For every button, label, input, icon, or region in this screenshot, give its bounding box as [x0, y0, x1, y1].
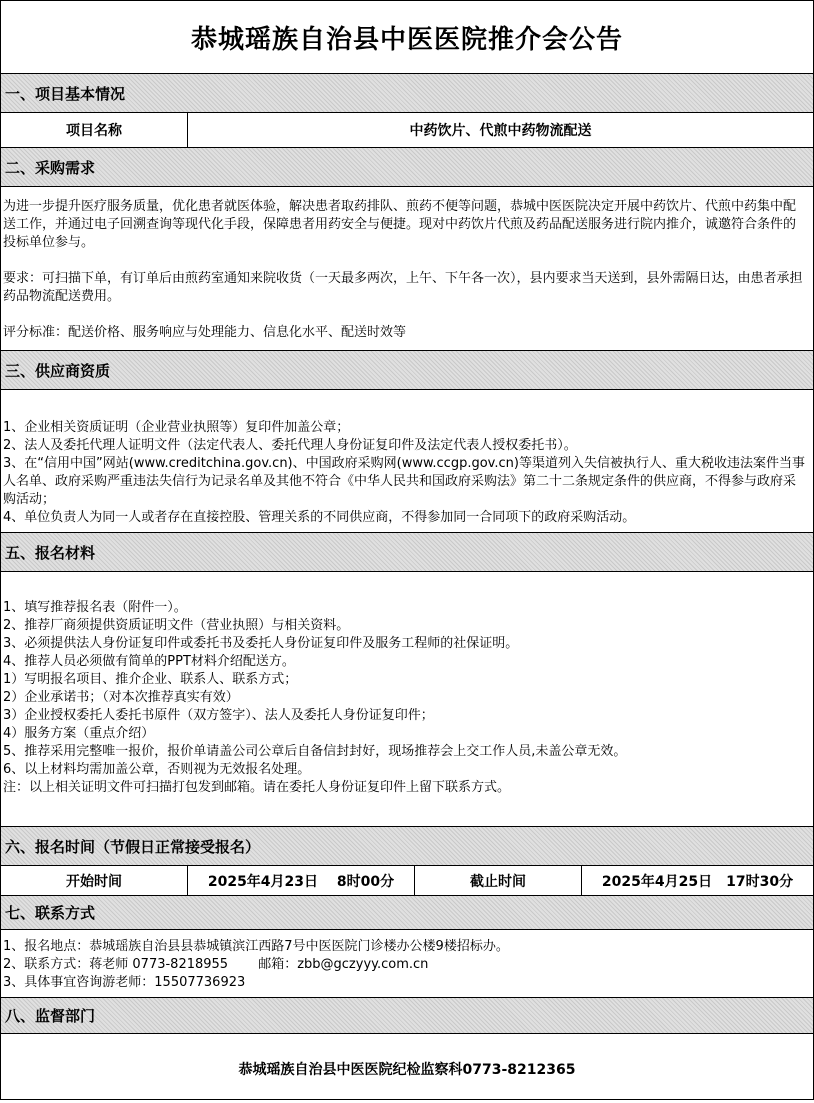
end-time-value: 2025年4月25日 17时30分: [581, 866, 813, 895]
section-header-basic-info: 一、项目基本情况: [1, 74, 813, 113]
list-item: 4）服务方案（重点介绍）: [3, 726, 155, 741]
list-item: 6、以上材料均需加盖公章，否则视为无效报名处理。: [3, 762, 311, 777]
project-name-label: 项目名称: [66, 123, 122, 139]
list-item: 1、填写推荐报名表（附件一）。: [3, 600, 187, 615]
list-item: 3）企业授权委托人委托书原件（双方签字）、法人及委托人身份证复印件；: [3, 708, 434, 723]
section-header-requirements: 二、采购需求: [1, 148, 813, 187]
start-time-label: 开始时间: [66, 873, 122, 890]
project-name-value: 中药饮片、代煎中药物流配送: [187, 113, 813, 147]
document-title: 恭城瑶族自治县中医医院推介会公告: [1, 1, 813, 74]
list-item: 3、必须提供法人身份证复印件或委托书及委托人身份证复印件及服务工程师的社保证明。: [3, 636, 519, 651]
qualifications-list: [1, 390, 813, 533]
section-header-registration-time: 六、报名时间（节假日正常接受报名）: [1, 827, 813, 866]
registration-time-row: [1, 866, 813, 896]
list-item: 2、联系方式：蒋老师 0773-8218955 邮箱：zbb@gczyyy.com.cn: [3, 957, 429, 972]
requirements-paragraph: 为进一步提升医疗服务质量，优化患者就医体验，解决患者取药排队、煎药不便等问题，恭城中医医院决定开展中药饮片、代煎中药集中配送工作，并通过电子回溯查询等现代化手段，保障患者用药安全与便捷。现对中药饮片代煎及药品配送服务进行院内推介，诚邀符合条件的投标单位参与。: [3, 199, 797, 250]
supervision-contact: 恭城瑶族自治县中医医院纪检监察科0773-8212365: [238, 1061, 576, 1078]
list-item: 3、在“信用中国”网站(www.creditchina.gov.cn)、中国政府采购网(www.ccgp.gov.cn)等渠道列入失信被执行人、重大税收违法案件当事人名单、政府采购严重违法失信行为记录名单及其他不符合《中华人民共和国政府采购法》第二十二条规定条件的供应商，不得参与政府采购活动；: [3, 456, 805, 507]
list-item: 5、推荐采用完整唯一报价，报价单请盖公司公章后自备信封封好，现场推荐会上交工作人员,未盖公章无效。: [3, 744, 627, 759]
section-header-supervision: 八、监督部门: [1, 998, 813, 1034]
requirements-text: [1, 187, 813, 351]
list-item: 3、具体事宜咨询游老师：15507736923: [3, 975, 246, 990]
section-header-contact: 七、联系方式: [1, 896, 813, 930]
list-item: 2）企业承诺书；（对本次推荐真实有效）: [3, 690, 239, 705]
list-item: 4、单位负责人为同一人或者存在直接控股、管理关系的不同供应商，不得参加同一合同项下的政府采购活动。: [3, 510, 636, 525]
list-item: 4、推荐人员必须做有简单的PPT材料介绍配送方。: [3, 654, 295, 669]
list-item: 1）写明报名项目、推介企业、联系人、联系方式；: [3, 672, 298, 687]
section-header-materials: 五、报名材料: [1, 533, 813, 572]
list-item: 注：以上相关证明文件可扫描打包发到邮箱。请在委托人身份证复印件上留下联系方式。: [3, 780, 511, 795]
list-item: 2、法人及委托代理人证明文件（法定代表人、委托代理人身份证复印件及法定代表人授权委托书）。: [3, 438, 577, 453]
section-header-qualifications: 三、供应商资质: [1, 351, 813, 390]
start-time-value: 2025年4月23日 8时00分: [187, 866, 414, 895]
contact-list: [1, 930, 813, 998]
end-time-label: 截止时间: [414, 866, 581, 895]
project-name-row: [1, 113, 813, 148]
list-item: 1、企业相关资质证明（企业营业执照等）复印件加盖公章；: [3, 420, 350, 435]
scoring-criteria: 评分标准：配送价格、服务响应与处理能力、信息化水平、配送时效等: [3, 325, 407, 340]
requirements-paragraph: 要求：可扫描下单，有订单后由煎药室通知来院收货（一天最多两次，上午、下午各一次），县内要求当天送到，县外需隔日达，由患者承担药品物流配送费用。: [3, 271, 803, 304]
list-item: 1、报名地点：恭城瑶族自治县县恭城镇滨江西路7号中医医院门诊楼办公楼9楼招标办。: [3, 939, 509, 954]
materials-list: [1, 572, 813, 827]
list-item: 2、推荐厂商须提供资质证明文件（营业执照）与相关资料。: [3, 618, 350, 633]
